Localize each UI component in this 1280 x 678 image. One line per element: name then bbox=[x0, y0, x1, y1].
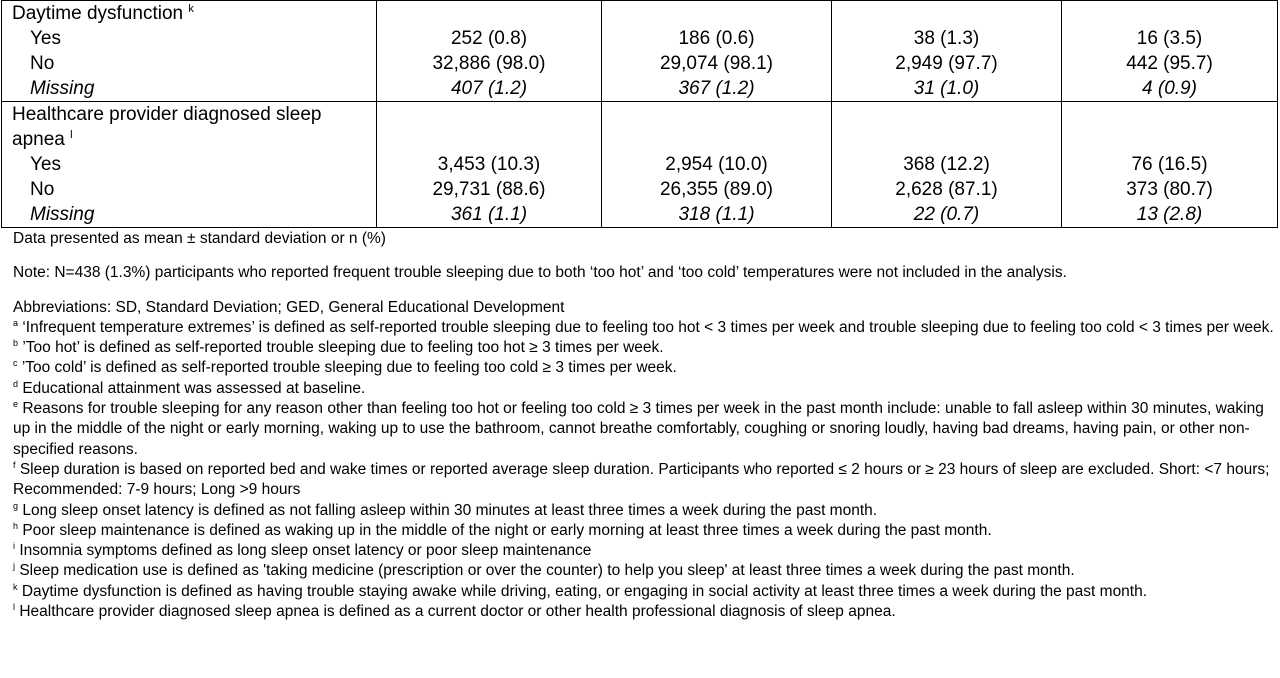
table-cell: 32,886 (98.0) bbox=[432, 53, 546, 74]
table-cell: 4 (0.9) bbox=[1142, 78, 1197, 99]
footnote-d: $^d$ Educational attainment was assessed at baseline. bbox=[13, 378, 366, 397]
table-cell: 3,453 (10.3) bbox=[437, 154, 541, 175]
section-sleep-apnea bbox=[2, 102, 1278, 228]
table-cell: 29,074 (98.1) bbox=[659, 53, 774, 74]
footnote-i: $^i$ Insomnia symptoms defined as long sleep onset latency or poor sleep maintenance bbox=[13, 541, 592, 560]
footnote-c: $^c$ ’Too cold’ is defined as self-reported trouble sleeping due to feeling too cold ≥ 3 times per week. bbox=[13, 358, 677, 377]
row-label: No bbox=[30, 53, 55, 74]
table-cell: 367 (1.2) bbox=[678, 78, 755, 99]
section-title: Healthcare provider diagnosed sleep bbox=[12, 104, 322, 125]
table-cell: 13 (2.8) bbox=[1136, 204, 1203, 225]
abbreviations-note: Abbreviations: SD, Standard Deviation; GED, General Educational Development bbox=[13, 298, 565, 316]
table-cell: 407 (1.2) bbox=[450, 78, 528, 99]
table-cell: 373 (80.7) bbox=[1126, 179, 1213, 200]
row-label: Yes bbox=[30, 154, 61, 175]
row-label: Yes bbox=[30, 28, 61, 49]
table-cell: 442 (95.7) bbox=[1126, 53, 1213, 74]
data-presented-note: Data presented as mean ± standard deviation or n (%) bbox=[13, 230, 386, 247]
table-footnotes bbox=[13, 229, 1275, 622]
row-label: Missing bbox=[30, 78, 95, 99]
footnote-h: $^h$ Poor sleep maintenance is defined as waking up in the middle of the night or early morning at least three times a week during the past month. bbox=[13, 520, 992, 539]
characteristics-table bbox=[1, 0, 1278, 228]
table-cell: 16 (3.5) bbox=[1136, 28, 1203, 49]
table-cell: 318 (1.1) bbox=[678, 204, 755, 225]
table-cell: 361 (1.1) bbox=[450, 204, 528, 225]
table-cell: 76 (16.5) bbox=[1131, 154, 1208, 175]
footnote-g: $^g$ Long sleep onset latency is defined as not falling asleep within 30 minutes at least three times a week during the past month. bbox=[13, 500, 878, 519]
footnote-k: $^k$ Daytime dysfunction is defined as having trouble staying awake while driving, eating, or engaging in social activity at least three times a week during the past month. bbox=[13, 581, 1148, 600]
footnote-b: $^b$ ’Too hot’ is defined as self-reported trouble sleeping due to feeling too hot ≥ 3 times per week. bbox=[13, 338, 664, 357]
section-title-cont: apnea $^l$ bbox=[12, 129, 73, 150]
table-cell: 252 (0.8) bbox=[450, 28, 528, 49]
table-cell: 368 (12.2) bbox=[903, 154, 990, 175]
table-cell: 2,954 (10.0) bbox=[665, 154, 768, 175]
table-cell: 29,731 (88.6) bbox=[432, 179, 546, 200]
footnote-a: $^a$ ‘Infrequent temperature extremes’ is defined as self-reported trouble sleeping due to feeling too hot < 3 times per week and trouble sleeping due to feeling too cold < 3 times per week. bbox=[13, 317, 1274, 336]
table-cell: 38 (1.3) bbox=[913, 28, 980, 49]
footnote-f: $^f$ Sleep duration is based on reported bed and wake times or reported average sleep duration. Participants who reported ≤ 2 hours or ≥ 23 hours of sleep are excluded. Short: <7 hours; Recommended: 7-9 hours; Long >9 hours bbox=[13, 459, 1270, 499]
footnote-j: $^j$ Sleep medication use is defined as 'taking medicine (prescription or over the counter) to help you sleep' at least three times a week during the past month. bbox=[13, 561, 1075, 580]
section-daytime-dysfunction bbox=[2, 1, 1278, 102]
table-cell: 186 (0.6) bbox=[678, 28, 755, 49]
section-title: Daytime dysfunction $^k$ bbox=[12, 3, 194, 24]
table-cell: 22 (0.7) bbox=[913, 204, 980, 225]
footnote-l: $^l$ Healthcare provider diagnosed sleep apnea is defined as a current doctor or other health professional diagnosis of sleep apnea. bbox=[13, 602, 896, 621]
footnote-e: $^e$ Reasons for trouble sleeping for any reason other than feeling too hot or feeling too cold ≥ 3 times per week in the past month include: unable to fall asleep within 30 minutes, waking up in the middle of the night or early morning, waking up to use the bathroom, cannot breathe comfortably, coughing or snoring loudly, having bad dreams, having pain, or other non-specified reasons. bbox=[13, 399, 1264, 458]
table-cell: 2,949 (97.7) bbox=[895, 53, 998, 74]
table-cell: 26,355 (89.0) bbox=[659, 179, 774, 200]
table-cell: 2,628 (87.1) bbox=[895, 179, 998, 200]
row-label: Missing bbox=[30, 204, 95, 225]
exclusion-note: Note: N=438 (1.3%) participants who reported frequent trouble sleeping due to both ‘too hot’ and ‘too cold’ temperatures were not included in the analysis. bbox=[13, 264, 1067, 282]
row-label: No bbox=[30, 179, 55, 200]
table-cell: 31 (1.0) bbox=[913, 78, 980, 99]
